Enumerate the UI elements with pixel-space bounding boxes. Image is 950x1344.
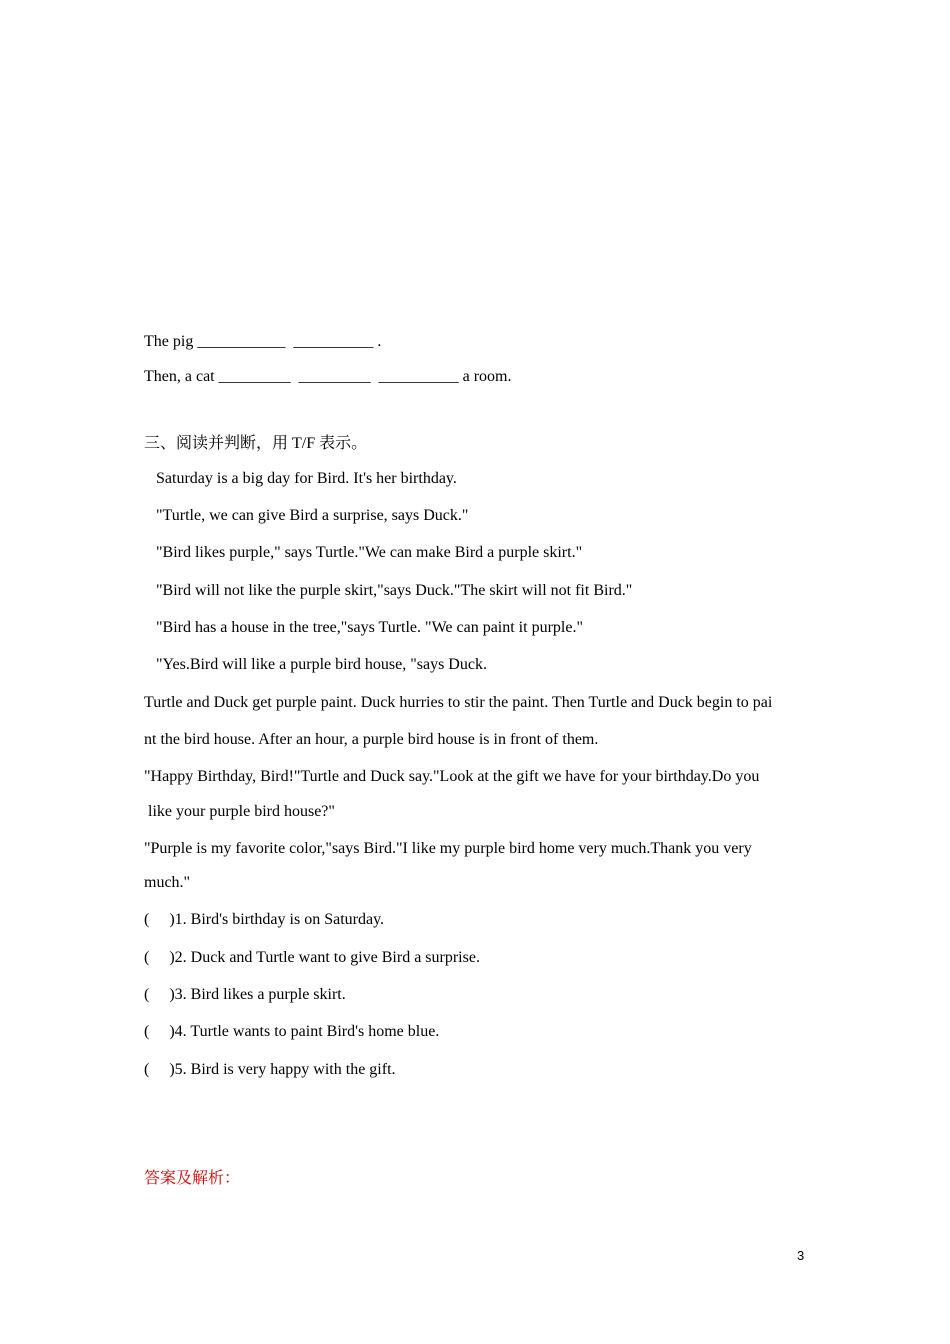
passage-line: like your purple bird house?": [144, 803, 335, 820]
question-2: ( )2. Duck and Turtle want to give Bird a surprise.: [144, 949, 480, 966]
question-5: ( )5. Bird is very happy with the gift.: [144, 1061, 396, 1078]
passage-line: "Turtle, we can give Bird a surprise, says Duck.": [156, 507, 469, 524]
fill-in-line-2: Then, a cat _________ _________ __________ a room.: [144, 368, 512, 385]
passage-line: "Bird likes purple," says Turtle."We can make Bird a purple skirt.": [156, 544, 583, 561]
passage-line: nt the bird house. After an hour, a purple bird house is in front of them.: [144, 731, 599, 748]
answers-heading: 答案及解析：: [144, 1170, 241, 1187]
passage-line: "Bird will not like the purple skirt,"says Duck."The skirt will not fit Bird.": [156, 582, 633, 599]
passage-line: "Bird has a house in the tree,"says Turtle. "We can paint it purple.": [156, 619, 583, 636]
question-3: ( )3. Bird likes a purple skirt.: [144, 986, 346, 1003]
passage-line: Turtle and Duck get purple paint. Duck hurries to stir the paint. Then Turtle and Duck begin to pai: [144, 694, 773, 711]
fill-in-line-1: The pig ___________ __________ .: [144, 333, 382, 350]
passage-line: "Purple is my favorite color,"says Bird."I like my purple bird home very much.Thank you very: [144, 840, 752, 857]
passage-line: "Yes.Bird will like a purple bird house, "says Duck.: [156, 656, 487, 673]
section-heading: 三、阅读并判断，用 T/F 表示。: [144, 435, 368, 452]
page-number: 3: [797, 1248, 805, 1263]
question-1: ( )1. Bird's birthday is on Saturday.: [144, 911, 385, 928]
passage-line: "Happy Birthday, Bird!"Turtle and Duck say."Look at the gift we have for your birthday.Do you: [144, 768, 760, 785]
passage-line: much.": [144, 874, 191, 891]
question-4: ( )4. Turtle wants to paint Bird's home blue.: [144, 1023, 440, 1040]
passage-line: Saturday is a big day for Bird. It's her birthday.: [156, 470, 457, 487]
